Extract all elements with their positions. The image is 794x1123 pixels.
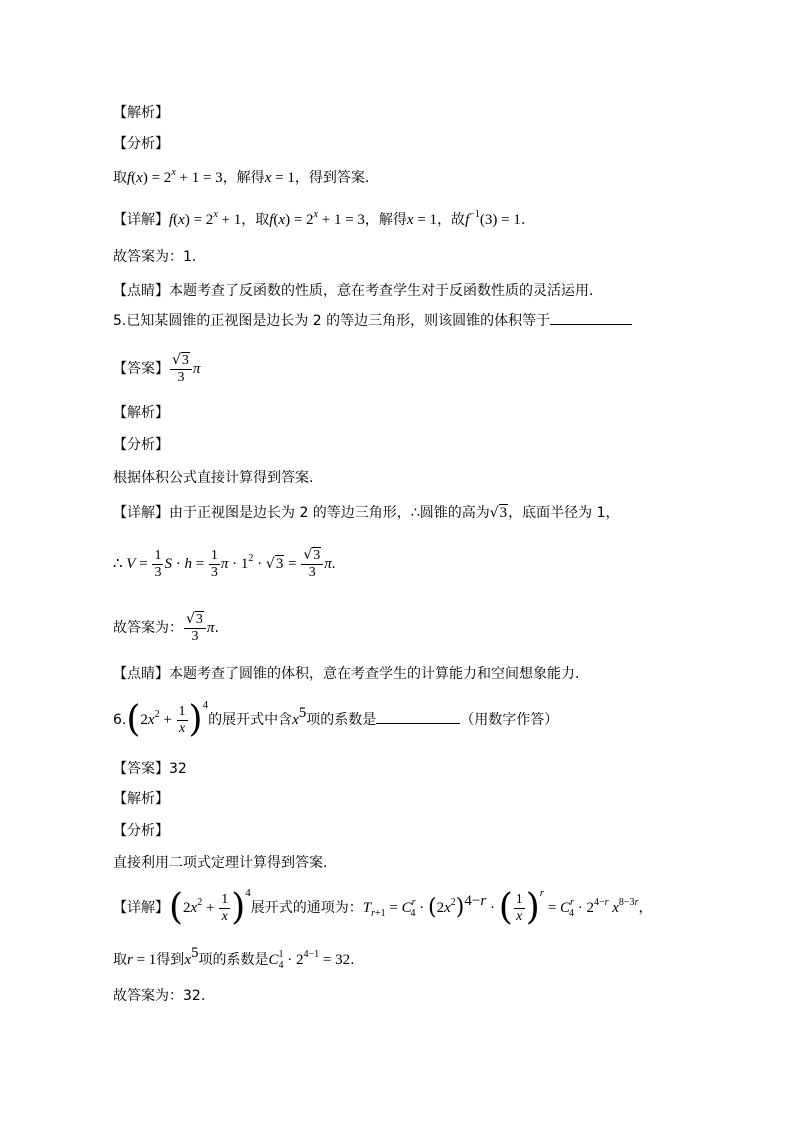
answer-line: 故答案为： $\frac{√3}{3}$ π. [113, 611, 219, 644]
reasoning-text: 取$f(x) = 2^x + 1 = 3$，解得x = 1，得到答案. [113, 167, 370, 186]
answer-5: 【答案】 $\frac{√3}{3}$ π [113, 352, 201, 385]
answer-6: 【答案】32 [113, 761, 187, 777]
analysis-heading: 【解析】 [113, 105, 169, 121]
reasoning-heading: 【分析】 [113, 823, 169, 839]
reasoning-heading: 【分析】 [113, 437, 169, 453]
reasoning-text: 根据体积公式直接计算得到答案. [113, 470, 314, 486]
detail-text: 【详解】($2x^2$ + $\frac{1}{x}$ )$^4$展开式的通项为：$T_{r+1} = C^r_4 \cdot (2x^2)^{4-r}$ · ( $\frac{1}{x}$ )$^r = C^r_4 \cdot 2^{4-r}$ $x^{8-3r}$， [113, 887, 653, 928]
answer-blank [550, 310, 632, 325]
comment-line: 【点睛】本题考查了反函数的性质，意在考查学生对于反函数性质的灵活运用. [113, 283, 594, 299]
detail-text: 【详解】由于正视图是边长为 2 的等边三角形，∴圆锥的高为√3，底面半径为 1， [113, 505, 620, 521]
reasoning-text: 直接利用二项式定理计算得到答案. [113, 855, 328, 871]
answer-blank [376, 709, 460, 724]
detail-text: 【详解】$f(x) = 2^x + 1$，取$f(x) = 2^x + 1 = 3$，解得x = 1，故$f^{-1}(3) = 1$. [113, 209, 526, 228]
question-6: $6.(2x^2$ + $\frac{1}{x}$ )$^4$的展开式中含$x^5$项的系数是 （用数字作答） [113, 699, 559, 740]
answer-line: 故答案为：1. [113, 249, 197, 265]
analysis-heading: 【解析】 [113, 405, 169, 421]
volume-formula: ∴ V = $\frac{1}{3}$ S · h = $\frac{1}{3}$ $\pi \cdot 1^2 \cdot √3$ = $\frac{√3}{3}$ π. [113, 547, 336, 580]
question-5: 5.已知某圆锥的正视图是边长为 2 的等边三角形，则该圆锥的体积等于 [113, 310, 632, 331]
detail-text: 取r = 1得到$x^5$项的系数是$C^1_4 \cdot 2^{4-1} = 32$. [113, 945, 355, 971]
analysis-heading: 【解析】 [113, 791, 169, 807]
comment-line: 【点睛】本题考查了圆锥的体积，意在考查学生的计算能力和空间想象能力. [113, 666, 580, 682]
reasoning-heading: 【分析】 [113, 136, 169, 152]
answer-line: 故答案为：32. [113, 988, 206, 1004]
